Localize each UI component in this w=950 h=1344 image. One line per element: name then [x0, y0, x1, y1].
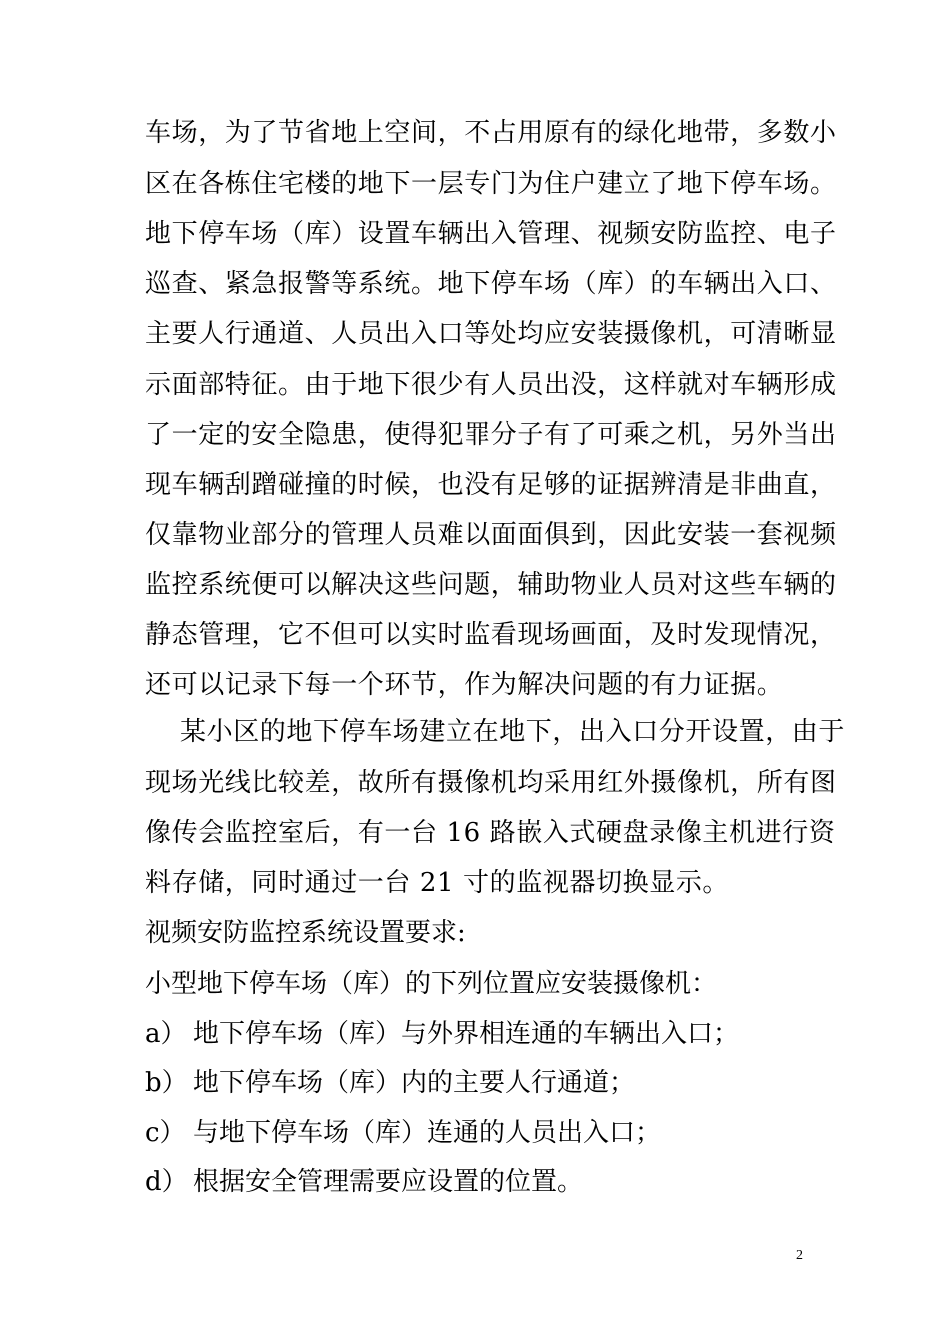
paragraph-line: 监控系统便可以解决这些问题，辅助物业人员对这些车辆的 [145, 570, 837, 600]
list-item-text: 地下停车场（库）内的主要人行通道； [193, 1068, 636, 1098]
paragraph-line: 料存储，同时通过一台 21 寸的监视器切换显示。 [145, 868, 730, 898]
list-marker: a） [145, 1019, 187, 1049]
page-number: 2 [796, 1248, 803, 1263]
paragraph-line: 像传会监控室后，有一台 16 路嵌入式硬盘录像主机进行资 [145, 818, 836, 848]
list-marker: c） [145, 1118, 186, 1148]
paragraph-line: 现场光线比较差，故所有摄像机均采用红外摄像机，所有图 [145, 768, 837, 798]
paragraph-line: 巡查、紧急报警等系统。地下停车场（库）的车辆出入口、 [145, 269, 837, 299]
paragraph-line: 车场，为了节省地上空间，不占用原有的绿化地带，多数小 [145, 118, 837, 148]
section-heading: 视频安防监控系统设置要求: [145, 918, 466, 948]
list-item [145, 1018, 739, 1050]
list-item [145, 1117, 661, 1149]
paragraph-line: 地下停车场（库）设置车辆出入管理、视频安防监控、电子 [145, 219, 837, 249]
paragraph-line: 现车辆刮蹭碰撞的时候，也没有足够的证据辨清是非曲直， [145, 470, 837, 500]
list-intro: 小型地下停车场（库）的下列位置应安装摄像机： [145, 969, 718, 999]
paragraph-line: 示面部特征。由于地下很少有人员出没，这样就对车辆形成 [145, 370, 837, 400]
paragraph-line: 静态管理，它不但可以实时监看现场画面，及时发现情况， [145, 620, 837, 650]
paragraph-line: 区在各栋住宅楼的地下一层专门为住户建立了地下停车场。 [145, 169, 837, 199]
paragraph-line: 某小区的地下停车场建立在地下，出入口分开设置，由于 [180, 717, 846, 747]
list-item-text: 地下停车场（库）与外界相连通的车辆出入口； [193, 1019, 740, 1049]
list-item [145, 1166, 583, 1198]
list-marker: d） [145, 1167, 188, 1197]
paragraph-line: 仅靠物业部分的管理人员难以面面俱到，因此安装一套视频 [145, 520, 837, 550]
paragraph-line: 还可以记录下每一个环节，作为解决问题的有力证据。 [145, 670, 784, 700]
list-item [145, 1067, 635, 1099]
list-item-text: 与地下停车场（库）连通的人员出入口； [193, 1118, 662, 1148]
list-marker: b） [145, 1068, 188, 1098]
paragraph-line: 了一定的安全隐患，使得犯罪分子有了可乘之机，另外当出 [145, 420, 837, 450]
paragraph-line: 主要人行通道、人员出入口等处均应安装摄像机，可清晰显 [145, 319, 837, 349]
list-item-text: 根据安全管理需要应设置的位置。 [193, 1167, 584, 1197]
